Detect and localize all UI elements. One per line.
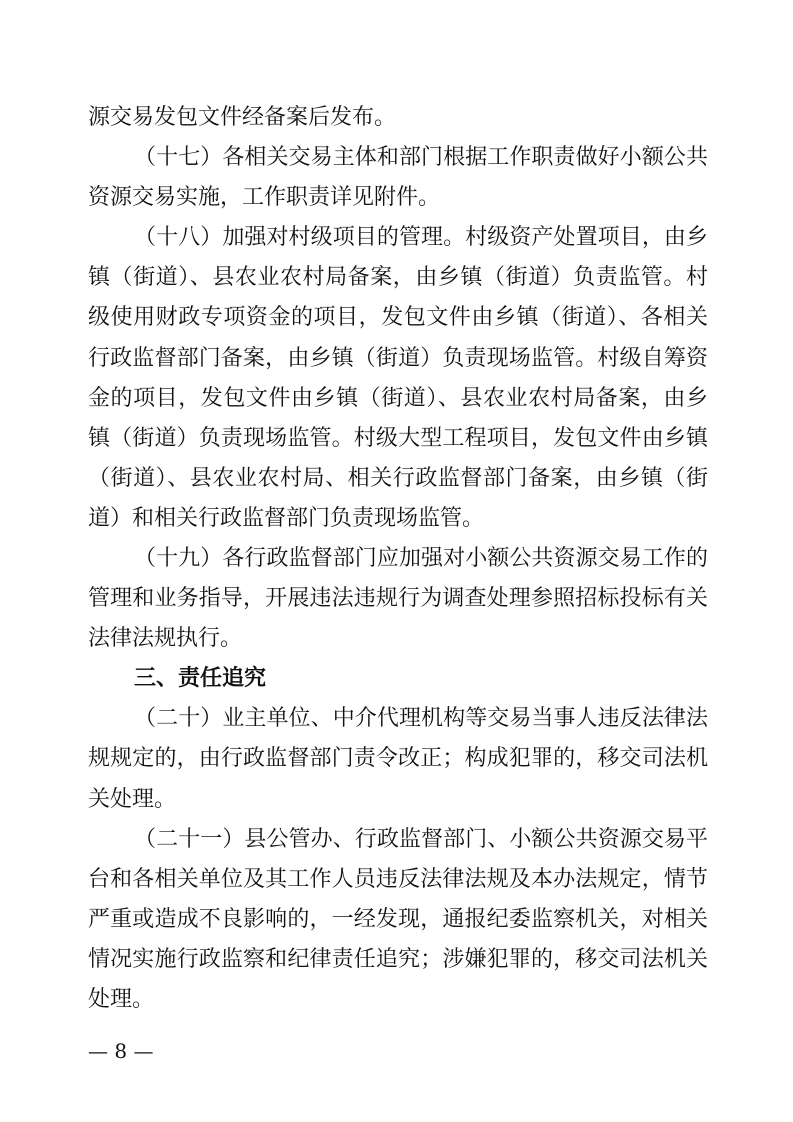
section-heading: 三、责任追究: [134, 666, 267, 691]
page-number: — 8 —: [88, 1039, 154, 1063]
text-line: 台和各相关单位及其工作人员违反法律法规及本办法规定，情节: [88, 867, 708, 892]
text-line: 镇（街道）负责现场监管。村级大型工程项目，发包文件由乡镇: [88, 426, 708, 451]
text-line: 规规定的，由行政监督部门责令改正；构成犯罪的，移交司法机: [88, 746, 708, 771]
text-line: 管理和业务指导，开展违法违规行为调查处理参照招标投标有关: [88, 586, 708, 611]
text-line: 情况实施行政监察和纪律责任追究；涉嫌犯罪的，移交司法机关: [88, 947, 708, 972]
text-line: 法律法规执行。: [88, 626, 243, 651]
text-line: （街道）、县农业农村局、相关行政监督部门备案，由乡镇（街: [88, 466, 708, 491]
text-line: 金的项目，发包文件由乡镇（街道）、县农业农村局备案，由乡: [88, 386, 708, 411]
text-line: 严重或造成不良影响的，一经发现，通报纪委监察机关，对相关: [88, 907, 708, 932]
text-line: 级使用财政专项资金的项目，发包文件由乡镇（街道）、各相关: [88, 305, 708, 330]
text-line: 行政监督部门备案，由乡镇（街道）负责现场监管。村级自筹资: [88, 346, 708, 371]
text-line: 道）和相关行政监督部门负责现场监管。: [88, 506, 485, 531]
text-line: 处理。: [88, 987, 155, 1012]
text-line: （十七）各相关交易主体和部门根据工作职责做好小额公共: [134, 145, 708, 170]
text-line: （二十）业主单位、中介代理机构等交易当事人违反法律法: [134, 706, 708, 731]
text-line: 源交易发包文件经备案后发布。: [88, 105, 397, 130]
text-line: 资源交易实施，工作职责详见附件。: [88, 185, 441, 210]
text-line: （二十一）县公管办、行政监督部门、小额公共资源交易平: [134, 827, 708, 852]
text-line: 镇（街道）、县农业农村局备案，由乡镇（街道）负责监管。村: [88, 265, 708, 290]
text-line: （十八）加强对村级项目的管理。村级资产处置项目，由乡: [134, 225, 708, 250]
text-line: （十九）各行政监督部门应加强对小额公共资源交易工作的: [134, 546, 708, 571]
text-line: 关处理。: [88, 787, 177, 812]
